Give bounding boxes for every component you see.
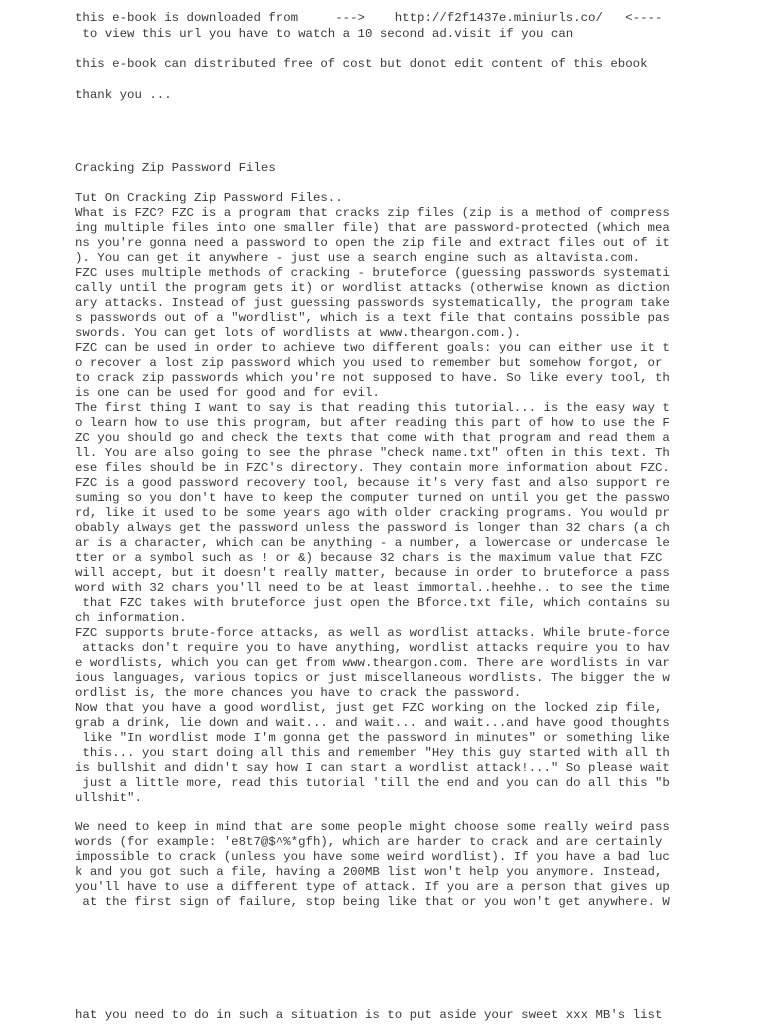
body-line: is one can be used for good and for evil. xyxy=(75,386,380,400)
body-line: to crack zip passwords which you're not supposed to have. So like every tool, th xyxy=(75,371,670,385)
body-line: is bullshit and didn't say how I can start a wordlist attack!..." So please wait xyxy=(75,761,670,775)
body-line: ar is a character, which can be anything - a number, a lowercase or undercase le xyxy=(75,536,670,550)
body-line: grab a drink, lie down and wait... and wait... and wait...and have good thoughts xyxy=(75,716,670,730)
body-line: ordlist is, the more chances you have to crack the password. xyxy=(75,686,522,700)
body-line: swords. You can get lots of wordlists at www.theargon.com.). xyxy=(75,326,522,340)
document-subtitle: Tut On Cracking Zip Password Files.. xyxy=(75,191,343,205)
body-line: that FZC takes with bruteforce just open the Bforce.txt file, which contains su xyxy=(75,596,670,610)
body-line: k and you got such a file, having a 200MB list won't help you anymore. Instead, xyxy=(75,865,663,879)
body-line: The first thing I want to say is that reading this tutorial... is the easy way t xyxy=(75,401,670,415)
body-line: What is FZC? FZC is a program that cracks zip files (zip is a method of compress xyxy=(75,206,670,220)
body-line: o recover a lost zip password which you used to remember but somehow forgot, or xyxy=(75,356,663,370)
body-line: FZC can be used in order to achieve two different goals: you can either use it t xyxy=(75,341,670,355)
body-line: ese files should be in FZC's directory. They contain more information about FZC. xyxy=(75,461,670,475)
ad-notice-line: to view this url you have to watch a 10 second ad.visit if you can xyxy=(75,27,574,41)
body-line: ll. You are also going to see the phrase "check name.txt" often in this text. Th xyxy=(75,446,670,460)
body-line: rd, like it used to be some years ago with older cracking programs. You would pr xyxy=(75,506,670,520)
body-line: ZC you should go and check the texts that come with that program and read them a xyxy=(75,431,670,445)
body-line: just a little more, read this tutorial 'till the end and you can do all this "b xyxy=(75,776,670,790)
body-line: tter or a symbol such as ! or &) because 32 chars is the maximum value that FZC xyxy=(75,551,663,565)
body-line: s passwords out of a "wordlist", which is a text file that contains possible pas xyxy=(75,311,670,325)
document-title: Cracking Zip Password Files xyxy=(75,161,276,175)
body-line: FZC uses multiple methods of cracking - bruteforce (guessing passwords systemati xyxy=(75,266,670,280)
download-notice-line: this e-book is downloaded from ---> http://f2f1437e.miniurls.co/ <---- xyxy=(75,11,663,25)
body-line: ns you're gonna need a password to open the zip file and extract files out of it xyxy=(75,236,670,250)
body-line: FZC supports brute-force attacks, as well as wordlist attacks. While brute-force xyxy=(75,626,670,640)
body-line: words (for example: 'e8t7@$^%*gfh), which are harder to crack and are certainly xyxy=(75,835,663,849)
body-line: like "In wordlist mode I'm gonna get the password in minutes" or something like xyxy=(75,731,670,745)
body-line: We need to keep in mind that are some people might choose some really weird pass xyxy=(75,820,670,834)
body-line: ch information. xyxy=(75,611,187,625)
body-line: ). You can get it anywhere - just use a search engine such as altavista.com. xyxy=(75,251,641,265)
distribution-notice-line: this e-book can distributed free of cost but donot edit content of this ebook xyxy=(75,57,648,71)
body-line: e wordlists, which you can get from www.theargon.com. There are wordlists in var xyxy=(75,656,670,670)
body-line: this... you start doing all this and remember "Hey this guy started with all th xyxy=(75,746,670,760)
body-line: ing multiple files into one smaller file) that are password-protected (which mea xyxy=(75,221,670,235)
body-line: o learn how to use this program, but after reading this part of how to use the F xyxy=(75,416,670,430)
body-line: at the first sign of failure, stop being like that or you won't get anywhere. W xyxy=(75,895,670,909)
body-line: you'll have to use a different type of attack. If you are a person that gives up xyxy=(75,880,670,894)
body-line: suming so you don't have to keep the computer turned on until you get the passwo xyxy=(75,491,670,505)
body-line: will accept, but it doesn't really matter, because in order to bruteforce a pass xyxy=(75,566,670,580)
body-line: ullshit". xyxy=(75,791,142,805)
page-footer-line: hat you need to do in such a situation is to put aside your sweet xxx MB's list xyxy=(75,1008,663,1022)
body-line: ary attacks. Instead of just guessing passwords systematically, the program take xyxy=(75,296,670,310)
thank-you-line: thank you ... xyxy=(75,88,172,102)
body-line: FZC is a good password recovery tool, because it's very fast and also support re xyxy=(75,476,670,490)
body-line: obably always get the password unless the password is longer than 32 chars (a ch xyxy=(75,521,670,535)
body-line: cally until the program gets it) or wordlist attacks (otherwise known as diction xyxy=(75,281,670,295)
body-line: attacks don't require you to have anything, wordlist attacks require you to hav xyxy=(75,641,670,655)
body-line: word with 32 chars you'll need to be at least immortal..heehhe.. to see the time xyxy=(75,581,670,595)
body-line: Now that you have a good wordlist, just get FZC working on the locked zip file, xyxy=(75,701,663,715)
body-line: ious languages, various topics or just miscellaneous wordlists. The bigger the w xyxy=(75,671,670,685)
body-line: impossible to crack (unless you have some weird wordlist). If you have a bad luc xyxy=(75,850,670,864)
